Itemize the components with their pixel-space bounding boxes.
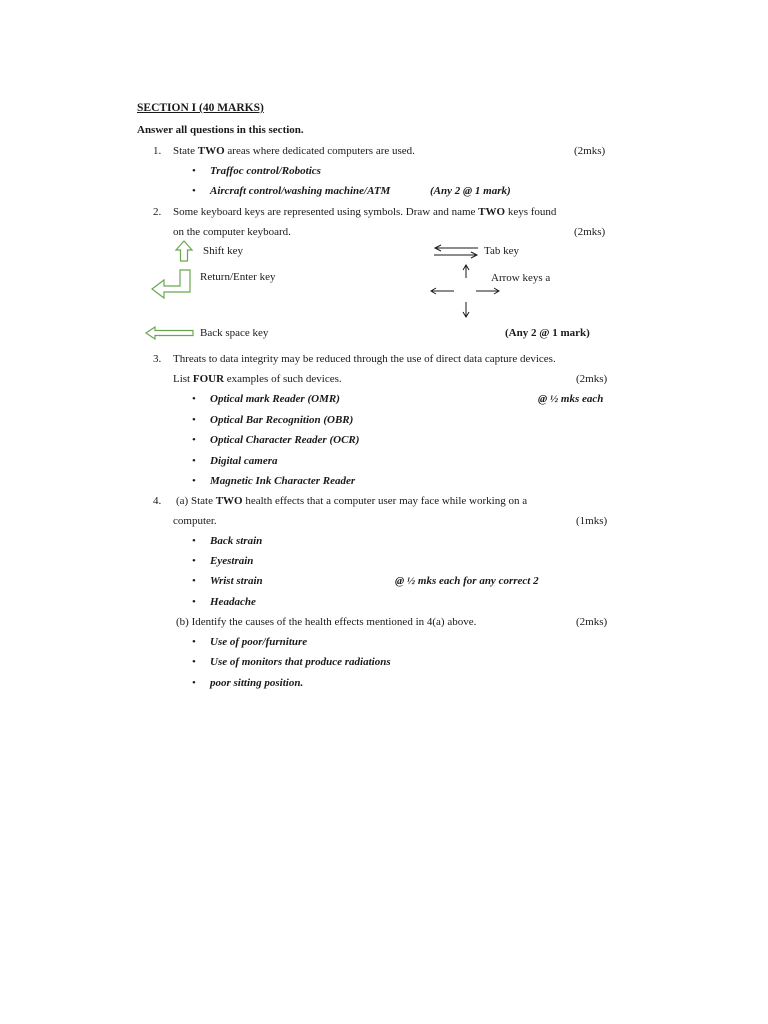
backspace-key-label: Back space key [200,327,269,339]
q3-answer-2: Optical Bar Recognition (OBR) [210,414,354,426]
q1-text: State TWO areas where dedicated computers are used. [173,145,415,157]
return-key-label: Return/Enter key [200,271,276,283]
bullet-icon: • [192,165,196,177]
bullet-icon: • [192,455,196,467]
q3-scheme: @ ½ mks each [538,393,604,405]
bullet-icon: • [192,475,196,487]
q3-answer-1: Optical mark Reader (OMR) [210,393,340,405]
q4a-line2: computer. [173,515,217,527]
q1-number: 1. [153,145,162,157]
q4a-scheme: @ ½ mks each for any correct 2 [395,575,539,587]
q3-answer-3: Optical Character Reader (OCR) [210,434,360,446]
bullet-icon: • [192,434,196,446]
shift-key-label: Shift key [203,245,244,257]
q3-answer-4: Digital camera [210,455,278,467]
bullet-icon: • [192,393,196,405]
q2-marks: (2mks) [574,226,606,238]
q2-line1: Some keyboard keys are represented using symbols. Draw and name TWO keys found [173,206,557,218]
q4b-answer-2: Use of monitors that produce radiations [210,656,391,668]
bullet-icon: • [192,656,196,668]
q4b-answer-1: Use of poor/furniture [210,636,308,648]
bullet-icon: • [192,575,196,587]
bullet-icon: • [192,636,196,648]
q3-line2: List FOUR examples of such devices. [173,373,342,385]
bullet-icon: • [192,185,196,197]
q4b-answer-3: poor sitting position. [210,677,304,689]
arrow-keys-label: Arrow keys a [491,272,551,284]
q4b-text: (b) Identify the causes of the health effects mentioned in 4(a) above. [176,616,477,628]
q3-marks: (2mks) [576,373,608,385]
bullet-icon: • [192,596,196,608]
q3-line1: Threats to data integrity may be reduced through the use of direct data capture devices. [173,353,556,365]
section-instruction: Answer all questions in this section. [137,124,304,136]
shift-arrow-icon [174,240,194,262]
q4a-marks: (1mks) [576,515,608,527]
q2-line2: on the computer keyboard. [173,226,291,238]
tab-arrows-icon [432,245,480,259]
bullet-icon: • [192,414,196,426]
q1-answer-2: Aircraft control/washing machine/ATM [210,185,391,197]
section-title: SECTION I (40 MARKS) [137,102,264,114]
backspace-arrow-icon [145,326,195,340]
q4a-answer-1: Back strain [210,535,263,547]
q4a-answer-3: Wrist strain [210,575,263,587]
q1-answer-1: Traffoc control/Robotics [210,165,321,177]
q2-number: 2. [153,206,162,218]
q4b-marks: (2mks) [576,616,608,628]
return-arrow-icon [150,268,194,300]
q4a-answer-4: Headache [210,596,256,608]
q3-answer-5: Magnetic Ink Character Reader [210,475,356,487]
q1-marks: (2mks) [574,145,606,157]
bullet-icon: • [192,677,196,689]
tab-key-label: Tab key [484,245,519,257]
bullet-icon: • [192,535,196,547]
q4a-text: (a) State TWO health effects that a computer user may face while working on a [176,495,528,507]
bullet-icon: • [192,555,196,567]
q3-number: 3. [153,353,162,365]
q2-scheme: (Any 2 @ 1 mark) [505,327,590,339]
q1-scheme: (Any 2 @ 1 mark) [430,185,511,197]
q4-number: 4. [153,495,162,507]
q4a-answer-2: Eyestrain [210,555,254,567]
